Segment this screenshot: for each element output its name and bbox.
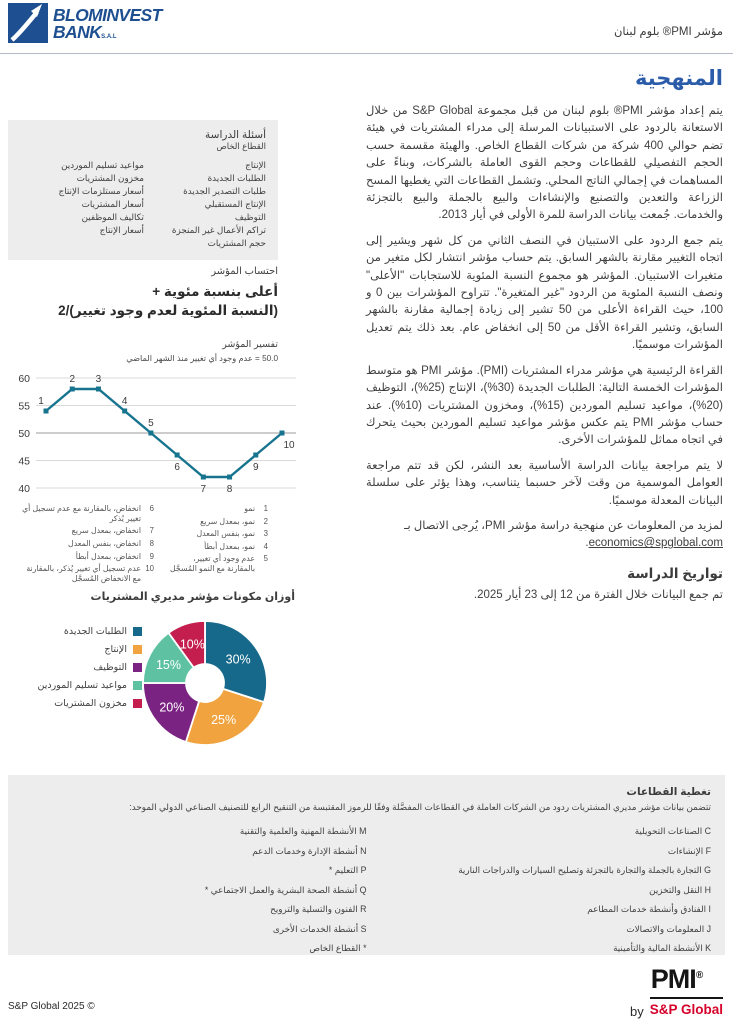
pmi-logo (630, 961, 723, 1019)
svg-text:9: 9 (252, 462, 259, 473)
svg-text:10: 10 (283, 440, 295, 451)
svg-text:50: 50 (18, 427, 30, 440)
svg-text:15%: 15% (155, 657, 181, 672)
svg-text:45: 45 (18, 455, 30, 468)
svg-text:3: 3 (95, 374, 102, 385)
line-legend-item: 3 نمو، بنفس المعدل (196, 529, 268, 539)
survey-question-item: التوظيف (234, 212, 266, 222)
pmi-logo-word (630, 961, 723, 994)
survey-question-item: أسعار مستلزمات الإنتاج (58, 186, 144, 196)
svg-text:55: 55 (18, 400, 30, 413)
svg-text:60: 60 (18, 372, 30, 385)
donut-legend-item: مواعيد تسليم الموردين (8, 680, 142, 692)
survey-question-item: مخزون المشتريات (76, 173, 144, 183)
sector-item: I الفنادق وأنشطة خدمات المطاعم (587, 904, 711, 914)
calculation-label: احتساب المؤشر (211, 266, 278, 277)
line-legend-item: 10 عدم تسجيل أي تغيير يُذكر، بالمقارنة مع الانخفاض المُسجَّل (26, 564, 154, 583)
line-chart-legend (18, 504, 268, 587)
survey-question-item: تكاليف الموظفين (81, 212, 144, 222)
copyright-text: S&P Global 2025 © (8, 1001, 95, 1012)
sector-col1 (367, 822, 712, 959)
line-legend-item: 1 نمو (244, 504, 268, 513)
interpretation-note: 50.0 = عدم وجود أي تغيير منذ الشهر الماضي (126, 354, 278, 363)
bank-logo-icon (8, 3, 48, 43)
sector-item: G التجارة بالجملة والتجارة بالتجزئة وتصليح السيارات والدراجات النارية (458, 865, 711, 875)
sector-item: P التعليم * (328, 865, 367, 875)
donut-legend-item: الطلبات الجديدة (8, 626, 142, 638)
paragraph: يتم إعداد مؤشر PMI® بلوم لبنان من قبل مجموعة S&P Global من خلال الاستعانة بالردود على الاستبيانات المرسلة إلى مدراء المشتريات في هيئة تضم حوالي 400 شركة من شركات القطاع الخاص. والهيئة مقسمة حسب الحجم التفصيلي للقطاعات وحجم القوى العاملة بالشركات، وبناءً على المساهمات في إجمالي الناتج المحلي. وتشمل القطاعات التي يغطيها المسح الزراعة والتعدين والتصنيع والإنشاءات والبيع بالجملة والبيع بالتجزئة والخدمات. جُمعت بيانات الدراسة للمرة الأولى في أيار 2013. (366, 105, 724, 222)
line-legend-item: 7 انخفاض، بمعدل سريع (71, 526, 154, 536)
contact-paragraph (366, 518, 723, 553)
sector-item: S أنشطة الخدمات الأخرى (272, 923, 367, 934)
sp-global-brand-wrap (650, 997, 723, 1019)
survey-question-item: تراكم الأعمال غير المنجزة (171, 225, 266, 235)
paragraph: لا يتم مراجعة بيانات الدراسة الأساسية بعد النشر، لكن قد تتم مراجعة العوامل الموسمية من وقت لآخر حسبما يتناسب، وهذا يؤثر على سلسلة البيانات المعدلة موسميًا. (366, 459, 723, 507)
svg-text:1: 1 (38, 396, 44, 407)
calculation-formula-line2: (النسبة المئوية لعدم وجود تغيير)/2 (58, 303, 278, 318)
pmi-byline (630, 997, 723, 1019)
sector-item: M الأنشطة المهنية والعلمية والتقنية (239, 826, 367, 836)
survey-questions-panel (8, 120, 278, 260)
donut-legend-item: الإنتاج (8, 644, 142, 656)
index-interpretation (8, 339, 278, 363)
survey-questions-columns (20, 159, 266, 250)
svg-text:6: 6 (174, 462, 180, 473)
svg-text:25%: 25% (211, 713, 237, 728)
survey-question-item: أسعار المشتريات (81, 199, 144, 209)
legend-col-6-10 (18, 504, 154, 587)
survey-dates-title: تواريخ الدراسة (627, 566, 723, 581)
survey-questions-title: أسئلة الدراسة (205, 129, 266, 141)
document-title: مؤشر PMI® بلوم لبنان (613, 26, 723, 38)
line-legend-item: 6 انخفاض، بالمقارنة مع عدم تسجيل أي تغيير يُذكر (22, 504, 154, 523)
sector-columns (22, 822, 711, 959)
survey-question-item: الإنتاج (245, 160, 266, 170)
survey-questions-subtitle: القطاع الخاص (216, 141, 266, 151)
page-header (0, 0, 733, 54)
line-legend-item: 2 نمو، بمعدل سريع (200, 516, 268, 526)
sp-global-brand: S&P Global (649, 1002, 723, 1017)
survey-questions-col1 (144, 159, 266, 250)
survey-question-item: أسعار الإنتاج (99, 225, 144, 235)
pmi-text: PMI (650, 964, 696, 994)
svg-text:5: 5 (148, 418, 154, 429)
sector-item: F الإنشاءات (667, 845, 711, 856)
sector-item: J المعلومات والاتصالات (626, 923, 711, 934)
survey-dates-section (366, 566, 723, 601)
sector-coverage-title: تغطية القطاعات (626, 786, 711, 798)
interpretation-label: تفسير المؤشر (222, 339, 278, 350)
survey-question-item: طلبات التصدير الجديدة (183, 186, 266, 196)
donut-legend-item: مخزون المشتريات (8, 698, 142, 710)
survey-questions-col2 (20, 159, 144, 250)
survey-question-item: مواعيد تسليم الموردين (61, 160, 144, 170)
calculation-formula-line1: أعلى بنسبة مئوية + (152, 284, 278, 299)
blominvest-logo (8, 3, 162, 46)
svg-text:7: 7 (200, 484, 207, 495)
legend-col-1-5 (168, 504, 268, 587)
line-legend-item: 4 نمو، بمعدل أبطأ (204, 541, 268, 551)
paragraph: يتم جمع الردود على الاستبيان في النصف الثاني من كل شهر ويشير إلى اتجاه التغيير مقارنة بالشهر السابق. يتم حساب مؤشر انتشار لكل متغير من متغيرات الاستبيان. المؤشر هو مجموع النسبة المئوية للاستجابات "الأعلى" ونصف النسبة المئوية من الردود "غير المتغيرة". تتراوح المؤشرات بين 0 و 100، حيث القراءة الأعلى من 50 تشير إلى زيادة إجمالية مقارنة بالشهر السابق، وتشير القراءة الأقل من 50 إلى انخفاض عام. بعد ذلك يتم تعديل المؤشرات موسميًا. (366, 234, 724, 352)
svg-text:40: 40 (18, 482, 30, 495)
svg-text:2: 2 (69, 374, 76, 385)
methodology-text (366, 103, 723, 561)
sector-coverage-description: تتضمن بيانات مؤشر مديري المشتريات ردود من الشركات العاملة في القطاعات المفصَّلة وفقًا للرموز المقتبسة من التنقيح الرابع للتصنيف الصناعي الدولي الموحد: (129, 802, 711, 812)
pmi-weights-chart (8, 610, 308, 768)
sector-item: N أنشطة الإدارة وخدمات الدعم (252, 845, 367, 856)
bank-logo-text (53, 3, 162, 46)
page-title: المنهجية (634, 67, 723, 90)
logo-line1: BLOMINVEST (53, 5, 162, 25)
line-legend-item: 8 انخفاض، بنفس المعدل (68, 538, 154, 548)
survey-question-item: الإنتاج المستقبلي (204, 199, 266, 209)
sector-item: * القطاع الخاص (309, 943, 367, 953)
pmi-reg-mark: ® (695, 970, 703, 981)
donut-chart-svg (120, 610, 292, 762)
contact-suffix: . (585, 537, 589, 550)
sector-coverage-panel (8, 775, 725, 955)
survey-dates-text: تم جمع البيانات خلال الفترة من 12 إلى 23 أيار 2025. (473, 589, 723, 601)
contact-email-link[interactable]: economics@spglobal.com (588, 537, 723, 550)
svg-text:4: 4 (121, 396, 128, 407)
index-line-chart (8, 366, 302, 504)
sidebar (8, 120, 356, 772)
svg-text:20%: 20% (159, 700, 185, 715)
logo-sal: S.A.L (101, 34, 117, 40)
survey-question-item: الطلبات الجديدة (207, 173, 266, 183)
donut-legend-item: التوظيف (8, 662, 142, 674)
svg-text:30%: 30% (225, 652, 251, 667)
by-label: by (629, 1004, 644, 1019)
sector-item: Q أنشطة الصحة البشرية والعمل الاجتماعي * (204, 884, 367, 895)
donut-chart-title: أوزان مكونات مؤشر مديري المشتريات (90, 591, 295, 603)
contact-text: لمزيد من المعلومات عن منهجية دراسة مؤشر PMI، يُرجى الاتصال بـ (404, 519, 723, 532)
line-legend-item: 5 عدم وجود أي تغيير، بالمقارنة مع النمو المُسجَّل (169, 554, 268, 574)
line-chart-svg (8, 366, 302, 504)
sector-item: R الفنون والتسلية والترويح (270, 904, 367, 914)
survey-question-item: حجم المشتريات (207, 238, 266, 248)
svg-text:10%: 10% (179, 637, 205, 652)
sector-item: H النقل والتخزين (649, 884, 711, 895)
paragraph: القراءة الرئيسية هي مؤشر مدراء المشتريات (PMI). مؤشر PMI هو متوسط المؤشرات الخمسة التالية: الطلبات الجديدة (30%)، الإنتاج (25%)، التوظيف (20%)، مواعيد تسليم الموردين (15%)، ومخزون المشتريات (10%). عند حساب مؤشر PMI يتم عكس مؤشر مواعيد تسليم الموردين بحيث يتحرك في اتجاه مماثل للمؤشرات الأخرى. (366, 364, 723, 447)
logo-line2: BANK (53, 22, 102, 42)
svg-text:8: 8 (226, 484, 233, 495)
sector-item: C الصناعات التحويلية (634, 826, 711, 836)
index-calculation (8, 266, 278, 320)
line-legend-item: 9 انخفاض، بمعدل أبطأ (75, 551, 154, 561)
sector-item: K الأنشطة المالية والتأمينية (613, 943, 711, 953)
sector-col2 (22, 822, 367, 959)
